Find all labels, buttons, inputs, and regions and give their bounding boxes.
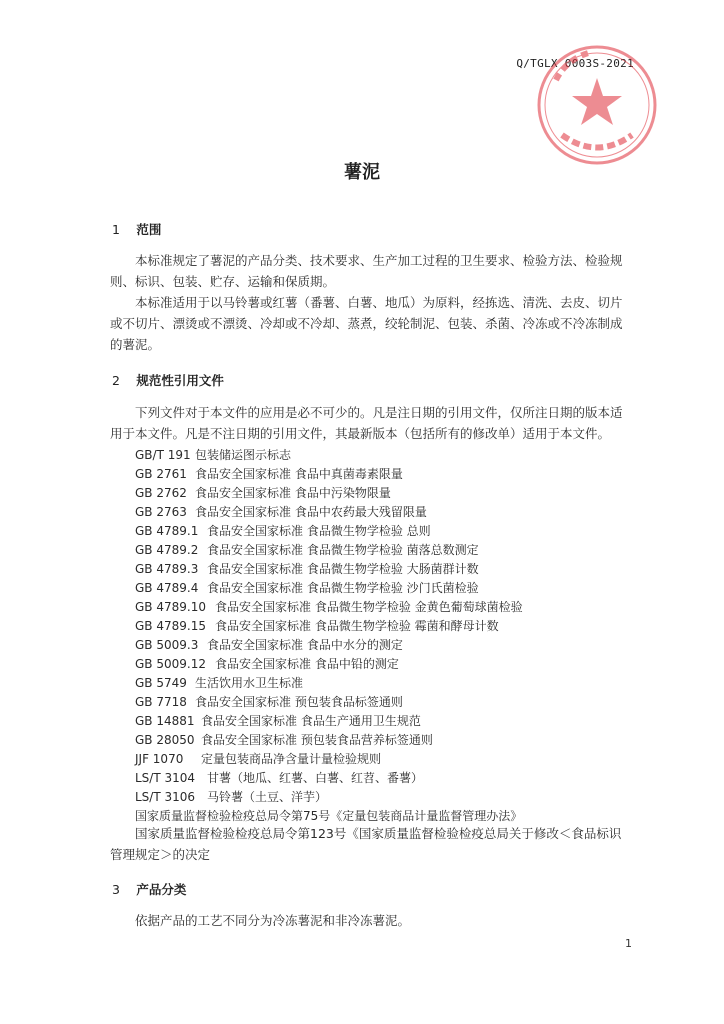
- ref-name: 食品安全国家标准 食品中真菌毒素限量: [195, 467, 403, 481]
- ref-code: LS/T 3106: [135, 790, 196, 804]
- ref-name: 食品安全国家标准 食品微生物学检验 霉菌和酵母计数: [215, 619, 499, 633]
- ref-code: GB 2763: [135, 505, 187, 519]
- ref-code: GB 2761: [135, 467, 187, 481]
- ref-code: GB 4789.1: [135, 524, 199, 538]
- section-title: 规范性引用文件: [136, 373, 224, 388]
- section-title: 范围: [136, 222, 162, 237]
- ref-code: LS/T 3104: [135, 771, 196, 785]
- section-3-heading: [112, 880, 186, 898]
- ref-name: 食品安全国家标准 食品微生物学检验 金黄色葡萄球菌检验: [215, 600, 523, 614]
- ref-code: JJF 1070: [135, 752, 184, 766]
- reference-item: 国家质量监督检验检疫总局令第75号《定量包装商品计量监督管理办法》: [135, 809, 523, 823]
- ref-code: GB 4789.15: [135, 619, 206, 633]
- ref-code: GB/T 191: [135, 448, 191, 462]
- reference-item: [135, 655, 399, 672]
- reference-item: [135, 636, 403, 653]
- reference-item: [135, 712, 421, 729]
- ref-name: 食品安全国家标准 食品微生物学检验 沙门氏菌检验: [207, 581, 479, 595]
- ref-code: GB 28050: [135, 733, 195, 747]
- reference-item: [135, 674, 303, 691]
- section-1-para-1: 本标准规定了薯泥的产品分类、技术要求、生产加工过程的卫生要求、检验方法、检验规则、标识、包装、贮存、运输和保质期。: [110, 253, 623, 289]
- reference-item: [135, 446, 291, 463]
- section-3-para-1: 依据产品的工艺不同分为冷冻薯泥和非冷冻薯泥。: [135, 913, 411, 928]
- ref-name: 甘薯（地瓜、红薯、白薯、红苕、番薯）: [207, 771, 424, 785]
- ref-name: 食品安全国家标准 预包装食品标签通则: [195, 695, 403, 709]
- section-1-heading: [112, 220, 161, 238]
- page-number: 1: [625, 937, 632, 950]
- reference-item: [135, 579, 479, 596]
- reference-item: [135, 484, 391, 501]
- reference-item: [135, 788, 327, 805]
- section-2-para-1: 下列文件对于本文件的应用是必不可少的。凡是注日期的引用文件，仅所注日期的版本适用于本文件。凡是不注日期的引用文件，其最新版本（包括所有的修改单）适用于本文件。: [110, 405, 623, 441]
- reference-item: [135, 560, 479, 577]
- ref-code: GB 14881: [135, 714, 195, 728]
- ref-code: GB 4789.4: [135, 581, 199, 595]
- ref-name: 食品安全国家标准 食品微生物学检验 总则: [207, 524, 431, 538]
- reference-item: [135, 598, 523, 615]
- seal-star-icon: [572, 78, 622, 125]
- ref-code: GB 5749: [135, 676, 187, 690]
- reference-item: [135, 750, 381, 767]
- ref-name: 食品安全国家标准 食品中铅的测定: [215, 657, 399, 671]
- standard-code: Q/TGLX 0003S-2021: [516, 57, 634, 70]
- reference-item: [135, 465, 403, 482]
- ref-code: GB 7718: [135, 695, 187, 709]
- ref-name: 食品安全国家标准 食品中污染物限量: [195, 486, 391, 500]
- ref-name: 生活饮用水卫生标准: [195, 676, 304, 690]
- document-title: 薯泥: [344, 162, 380, 183]
- ref-code: GB 4789.3: [135, 562, 199, 576]
- ref-code: GB 4789.2: [135, 543, 199, 557]
- reference-item: [135, 541, 479, 558]
- ref-name: 食品安全国家标准 食品微生物学检验 菌落总数测定: [207, 543, 479, 557]
- section-number: 2: [112, 373, 120, 388]
- ref-code: GB 4789.10: [135, 600, 206, 614]
- section-1-para-2: 本标准适用于以马铃薯或红薯（番薯、白薯、地瓜）为原料，经拣选、清洗、去皮、切片或不切片、漂烫或不漂烫、冷却或不冷却、蒸煮，绞轮制泥、包装、杀菌、冷冻或不冷冻制成的薯泥。: [110, 295, 623, 352]
- ref-name: 定量包装商品净含量计量检验规则: [201, 752, 382, 766]
- ref-name: 食品安全国家标准 食品微生物学检验 大肠菌群计数: [207, 562, 479, 576]
- ref-name: 食品安全国家标准 食品生产通用卫生规范: [201, 714, 421, 728]
- ref-name: 食品安全国家标准 食品中农药最大残留限量: [195, 505, 427, 519]
- ref-name: 包装储运图示标志: [195, 448, 292, 462]
- ref-name: 食品安全国家标准 食品中水分的测定: [207, 638, 403, 652]
- reference-item: [135, 693, 403, 710]
- section-number: 3: [112, 882, 120, 897]
- reference-item: [135, 731, 433, 748]
- reference-item: [135, 617, 499, 634]
- ref-code: GB 2762: [135, 486, 187, 500]
- ref-code: GB 5009.3: [135, 638, 199, 652]
- reference-item: [135, 503, 427, 520]
- reference-item: [135, 522, 431, 539]
- ref-name: 食品安全国家标准 预包装食品营养标签通则: [201, 733, 433, 747]
- reference-item: [135, 769, 423, 786]
- ref-name: 马铃薯（土豆、洋芋）: [207, 790, 328, 804]
- section-title: 产品分类: [136, 882, 187, 897]
- section-2-para-tail: 国家质量监督检验检疫总局令第123号《国家质量监督检验检疫总局关于修改＜食品标识管理规定＞的决定: [110, 826, 622, 862]
- section-number: 1: [112, 222, 120, 237]
- section-2-heading: [112, 371, 224, 389]
- ref-code: GB 5009.12: [135, 657, 206, 671]
- official-seal: [532, 40, 662, 170]
